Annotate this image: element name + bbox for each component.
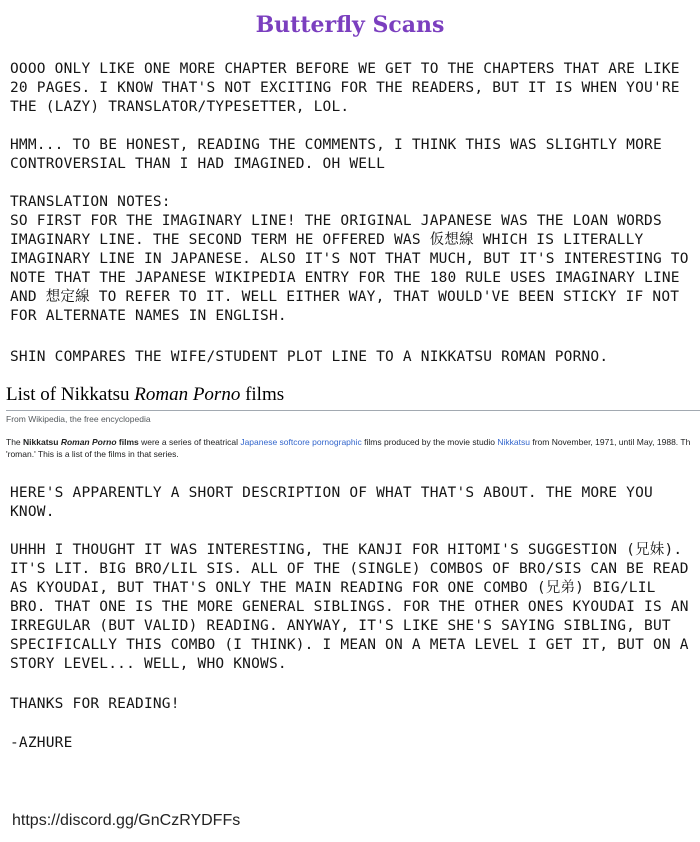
note-paragraph-5: HERE'S APPARENTLY A SHORT DESCRIPTION OF WHAT THAT'S ABOUT. THE MORE YOU KNOW. — [10, 485, 653, 520]
wiki-article-title: List of Nikkatsu Roman Porno films — [6, 384, 285, 405]
translation-notes: TRANSLATION NOTES: SO FIRST FOR THE IMAGINARY LINE! THE ORIGINAL JAPANESE WAS THE LOAN WORDS IMAGINARY LINE. THE SECOND TERM HE OFFERED WAS 仮想線 WHICH IS LITERALLY IMAGINARY LINE IN JAPANESE. ALSO IT'S NOT THAT MUCH, BUT IT'S INTERESTING TO NOTE THAT THE JAPANESE WIKIPEDIA ENTRY FOR THE 180 RULE USES IMAGINARY LINE AND 想定線 TO REFER TO IT. WELL EITHER WAY, THAT WOULD'VE BEEN STICKY IF NOT FOR ALTERNATE NAMES IN ENGLISH. — [10, 194, 689, 324]
note-paragraph-1: OOOO ONLY LIKE ONE MORE CHAPTER BEFORE WE GET TO THE CHAPTERS THAT ARE LIKE 20 PAGES. I KNOW THAT'S NOT EXCITING FOR THE READERS, BUT IT IS WHEN YOU'RE THE (LAZY) TRANSLATOR/TYPESETTER, LOL. — [10, 61, 680, 115]
site-title: Butterfly Scans — [255, 12, 445, 38]
wikipedia-excerpt — [0, 378, 700, 468]
discord-link[interactable]: https://discord.gg/GnCzRYDFFs — [12, 812, 241, 829]
wiki-link-nikkatsu[interactable]: Nikkatsu — [497, 437, 530, 447]
note-paragraph-2: HMM... TO BE HONEST, READING THE COMMENTS, I THINK THIS WAS SLIGHTLY MORE CONTROVERSIAL THAN I HAD IMAGINED. OH WELL — [10, 137, 662, 172]
wiki-intro-text: The Nikkatsu Roman Porno films were a series of theatrical Japanese softcore pornographic films produced by the movie studio Nikkatsu from November, 1971, until May, 1988. Th 'roman.' This is a list of the films in that series. — [6, 437, 691, 459]
signature: -AZHURE — [10, 735, 73, 751]
wiki-source-line: From Wikipedia, the free encyclopedia — [6, 414, 151, 424]
note-paragraph-4: SHIN COMPARES THE WIFE/STUDENT PLOT LINE TO A NIKKATSU ROMAN PORNO. — [10, 349, 609, 365]
wiki-link-softcore[interactable]: Japanese softcore pornographic — [240, 437, 362, 447]
thanks-line: THANKS FOR READING! — [10, 696, 180, 712]
wiki-title-divider — [6, 410, 700, 411]
note-paragraph-6: UHHH I THOUGHT IT WAS INTERESTING, THE KANJI FOR HITOMI'S SUGGESTION (兄妹). IT'S LIT. BIG BRO/LIL SIS. ALL OF THE (SINGLE) COMBOS OF BRO/SIS CAN BE READ AS KYOUDAI, BUT THAT'S ONLY THE MAIN READING FOR ONE COMBO (兄弟) BIG/LIL BRO. THAT ONE IS THE MORE GENERAL SIBLINGS. FOR THE OTHER ONES KYOUDAI IS AN IRREGULAR (BUT VALID) READING. ANYWAY, IT'S LIKE SHE'S SAYING SIBLING, BUT SPECIFICALLY THIS COMBO (I THINK). I MEAN ON A META LEVEL I GET IT, BUT ON A STORY LEVEL... WELL, WHO KNOWS. — [10, 542, 689, 672]
